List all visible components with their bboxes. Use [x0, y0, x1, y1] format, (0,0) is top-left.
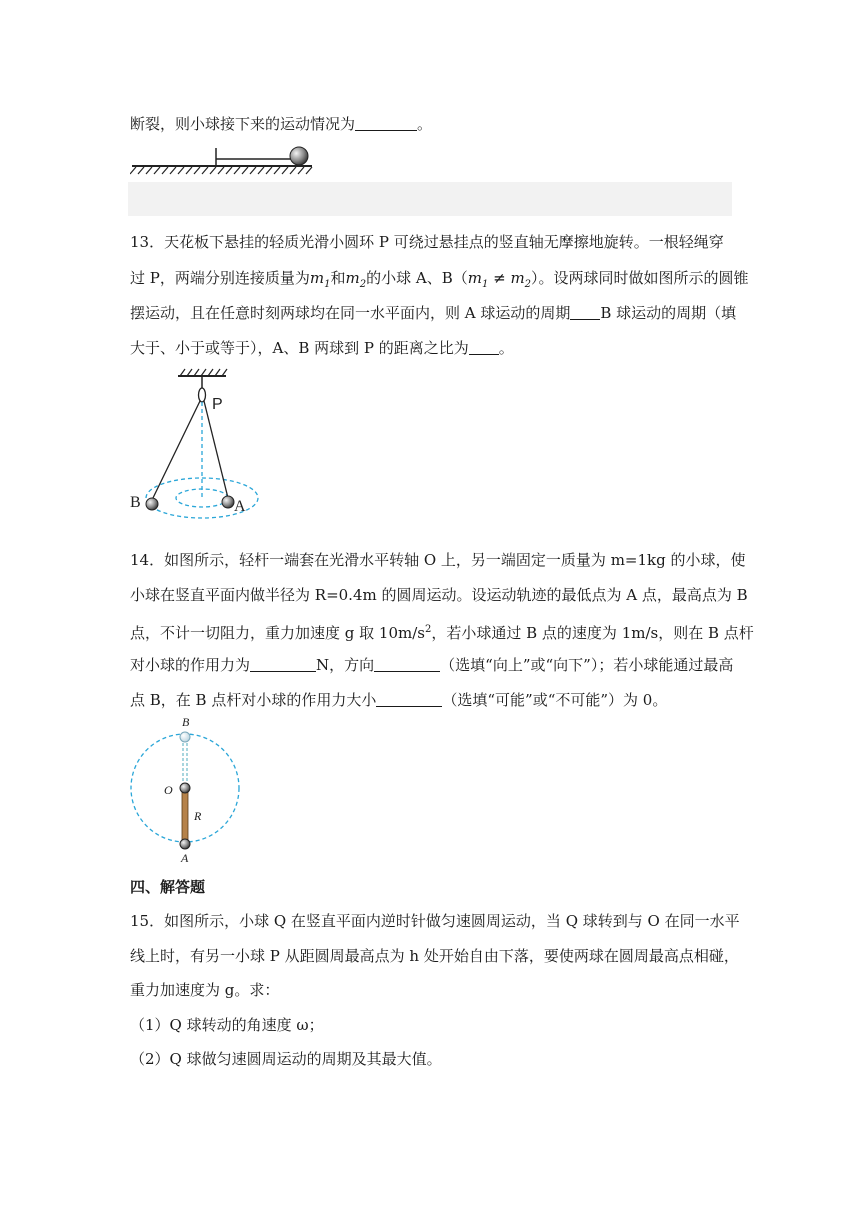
q14-blank-force[interactable]	[250, 657, 316, 672]
q13-label-b: B	[130, 494, 141, 511]
q12-figure	[130, 140, 320, 176]
q13-blank-2[interactable]	[469, 340, 499, 355]
answer-area-band	[128, 182, 732, 216]
q14-label-o: O	[164, 783, 173, 797]
q15-line-1: 15．如图所示，小球 Q 在竖直平面内逆时针做匀速圆周运动，当 Q 球转到与 O 在同一水平	[130, 912, 740, 930]
q15-sub-1: （1）Q 球转动的角速度 ω；	[130, 1016, 324, 1034]
q15-line-2: 线上时，有另一小球 P 从距圆周最高点为 h 处开始自由下落，要使两球在圆周最高点相碰，	[130, 947, 739, 965]
q14-line-3	[130, 620, 754, 643]
q13-line-1: 13．天花板下悬挂的轻质光滑小圆环 P 可绕过悬挂点的竖直轴无摩擦地旋转。一根轻绳穿	[130, 233, 724, 251]
q13-m1: $m_1$	[309, 269, 331, 290]
q14-label-r: R	[194, 809, 202, 823]
q13-figure	[128, 368, 268, 530]
q13-line-2-a: 过 P，两端分别连接质量为	[130, 269, 310, 287]
q14-figure	[128, 716, 244, 868]
q13-line-2	[130, 268, 749, 295]
q14-label-b: B	[182, 716, 190, 729]
q13-line-3-b: B 球运动的周期（填	[600, 304, 737, 322]
q14-superscript: 2	[424, 624, 432, 635]
q13-line-4	[130, 338, 514, 358]
q13-line-2-c: 的小球 A、B（	[366, 269, 468, 287]
q14-line-2: 小球在竖直平面内做半径为 R=0.4m 的圆周运动。设运动轨迹的最低点为 A 点，最高点为 B	[130, 586, 748, 604]
q12-tail-line	[130, 114, 432, 134]
q13-label-a: A	[234, 498, 246, 515]
q14-line-5-b: （选填“可能”或“不可能”）为 0。	[442, 691, 668, 709]
q14-line-4-b: N，方向	[316, 656, 375, 674]
q13-label-p: P	[212, 396, 223, 413]
q14-blank-direction[interactable]	[374, 657, 440, 672]
q13-line-3-a: 摆运动，且在任意时刻两球均在同一水平面内，则 A 球运动的周期	[130, 304, 571, 322]
q13-line-2-d: ）。设两球同时做如图所示的圆锥	[531, 269, 749, 287]
q14-line-3-a: 点，不计一切阻力，重力加速度 g 取 10m/s	[130, 624, 425, 642]
q14-line-5-a: 点 B，在 B 点杆对小球的作用力大小	[130, 691, 377, 709]
q13-line-3	[130, 303, 736, 323]
q15-sub-2: （2）Q 球做匀速圆周运动的周期及其最大值。	[130, 1050, 442, 1068]
q13-blank-1[interactable]	[570, 305, 600, 320]
q12-tail-end: 。	[417, 115, 433, 133]
q13-m2: $m_2$	[345, 269, 367, 290]
q13-line-2-b: 和	[330, 269, 346, 287]
q15-line-3: 重力加速度为 g。求：	[130, 981, 280, 999]
q12-tail-text: 断裂，则小球接下来的运动情况为	[130, 115, 356, 133]
q13-line-4-a: 大于、小于或等于），A、B 两球到 P 的距离之比为	[130, 339, 469, 357]
q14-line-5	[130, 690, 667, 710]
q14-line-4	[130, 655, 733, 675]
q14-line-3-b: ，若小球通过 B 点的速度为 1m/s，则在 B 点杆	[431, 624, 754, 642]
q14-blank-possible[interactable]	[376, 692, 442, 707]
q14-line-4-c: （选填“向上”或“向下”）；若小球能通过最高	[440, 656, 734, 674]
q13-line-4-b: 。	[498, 339, 514, 357]
q14-label-a: A	[181, 851, 189, 865]
q13-mass-ineq: $m_1 \ne m_2$	[467, 269, 532, 290]
q14-line-4-a: 对小球的作用力为	[130, 656, 251, 674]
q14-line-1: 14．如图所示，轻杆一端套在光滑水平转轴 O 上，另一端固定一质量为 m=1kg 的小球，使	[130, 551, 746, 569]
section-heading: 四、解答题	[130, 878, 206, 896]
q12-answer-blank[interactable]	[355, 116, 417, 131]
